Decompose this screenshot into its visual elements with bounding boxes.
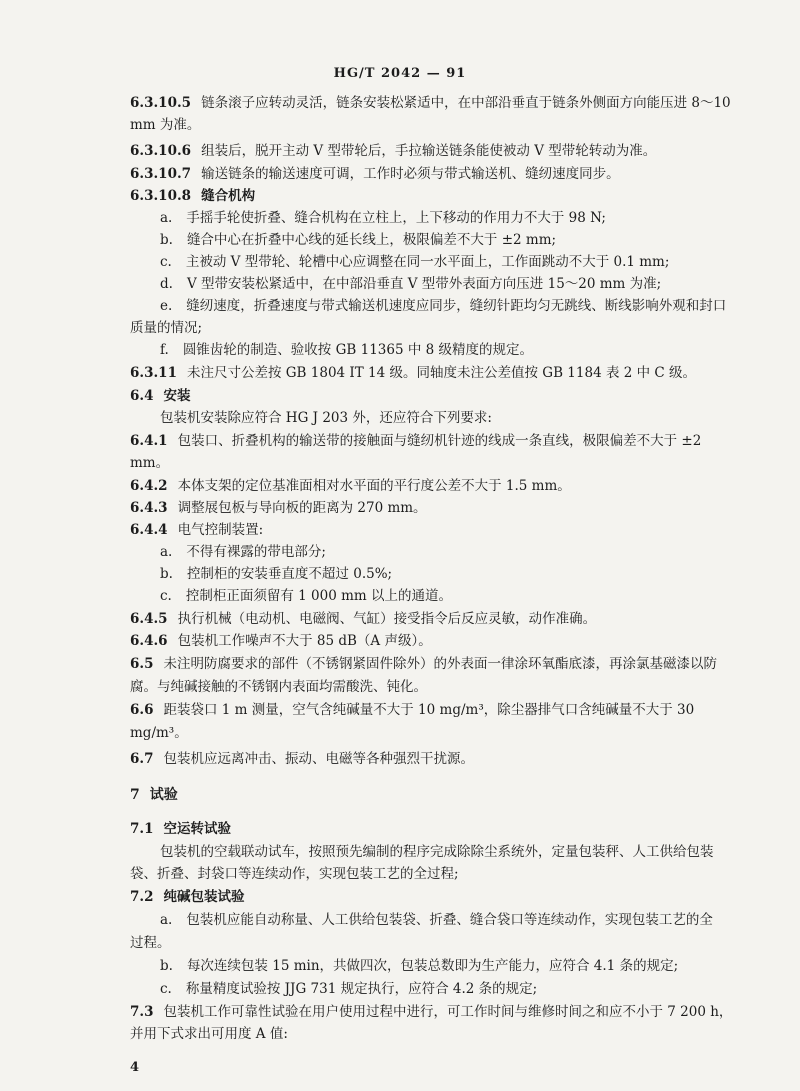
section-title: 试验 — [149, 787, 178, 803]
clause-text: 腐。与纯碱接触的不锈钢内表面均需酸洗、钝化。 — [130, 679, 427, 695]
clause-text: 执行机械（电动机、电磁阀、气缸）接受指令后反应灵敏，动作准确。 — [177, 611, 597, 627]
clause-text: 包装口、折叠机构的输送带的接触面与缝纫机针迹的线成一条直线，极限偏差不大于 ±2 — [177, 433, 702, 449]
clause-text: 未注尺寸公差按 GB 1804 IT 14 级。同轴度未注公差值按 GB 1184 表 2 中 C 级。 — [186, 365, 697, 381]
clause-text: 组装后，脱开主动 V 型带轮后，手拉输送链条能使被动 V 型带轮转动为准。 — [201, 143, 657, 159]
item-marker: c. — [160, 254, 172, 270]
page-header: HG/T 2042 — 91 — [333, 66, 467, 81]
clause-number: 6.6 — [130, 702, 154, 718]
clause-title: 空运转试验 — [163, 821, 231, 837]
list-item-d — [160, 275, 661, 293]
list-item-c — [160, 253, 669, 271]
clause-7-3 — [130, 1003, 732, 1021]
clause-6-5 — [130, 655, 717, 673]
clause-6-7 — [130, 750, 474, 768]
clause-text: 电气控制装置: — [177, 522, 264, 538]
clause-text: 未注明防腐要求的部件（不锈钢紧固件除外）的外表面一律涂环氧酯底漆，再涂氯基磁漆以防 — [163, 656, 717, 672]
clause-title: 安装 — [163, 388, 191, 404]
clause-number: 6.3.11 — [130, 365, 177, 381]
clause-text: mm 为准。 — [130, 117, 201, 133]
clause-number: 6.7 — [130, 751, 154, 767]
clause-text: 包装机工作噪声不大于 85 dB（A 声级）。 — [177, 633, 432, 649]
clause-number: 6.4.4 — [130, 522, 168, 538]
item-text: 圆锥齿轮的制造、验收按 GB 11365 中 8 级精度的规定。 — [182, 342, 534, 358]
item-marker: c. — [160, 588, 172, 604]
clause-number: 6.5 — [130, 656, 154, 672]
clause-number: 6.3.10.6 — [130, 143, 192, 159]
clause-number: 6.4 — [130, 388, 154, 404]
clause-continuation — [130, 1025, 288, 1043]
item-marker: a. — [160, 544, 173, 560]
item-text: 质量的情况; — [130, 320, 203, 336]
clause-6-3-10-5 — [130, 94, 731, 112]
clause-7-1 — [130, 820, 231, 838]
clause-number: 7.3 — [130, 1004, 154, 1020]
list-item-b — [160, 957, 678, 975]
clause-continuation — [130, 454, 169, 472]
item-marker: f. — [160, 342, 169, 358]
clause-6-4-3 — [130, 499, 427, 517]
item-marker: c. — [160, 981, 172, 997]
clause-6-3-10-8 — [130, 187, 255, 205]
clause-6-4-6 — [130, 632, 432, 650]
list-item-e — [160, 297, 726, 315]
item-marker: e. — [160, 298, 173, 314]
clause-7-2 — [130, 888, 245, 906]
item-text: 手摇手轮使折叠、缝合机构在立柱上，上下移动的作用力不大于 98 N; — [186, 210, 606, 226]
clause-number: 6.3.10.7 — [130, 166, 192, 182]
clause-number: 6.3.10.5 — [130, 95, 192, 111]
clause-text: mg/m³。 — [130, 725, 188, 741]
list-item-a — [160, 209, 606, 227]
item-text: 过程。 — [130, 935, 171, 951]
clause-number: 7.1 — [130, 821, 154, 837]
clause-number: 6.4.3 — [130, 500, 168, 516]
item-text: 称量精度试验按 JJG 731 规定执行，应符合 4.2 条的规定; — [185, 981, 538, 997]
clause-number: 6.3.10.8 — [130, 188, 192, 204]
clause-title: 纯碱包装试验 — [163, 889, 245, 905]
paragraph-text: 包装机的空载联动试车，按照预先编制的程序完成除除尘系统外，定量包装秤、人工供给包装 — [160, 844, 714, 860]
list-item-a — [160, 911, 713, 929]
clause-number: 6.4.1 — [130, 433, 168, 449]
clause-6-3-10-6 — [130, 142, 656, 160]
clause-6-4-1 — [130, 432, 701, 450]
clause-continuation — [130, 678, 427, 696]
clause-6-3-10-7 — [130, 165, 620, 183]
clause-number: 6.4.6 — [130, 633, 168, 649]
clause-number: 7.2 — [130, 889, 154, 905]
item-marker: b. — [160, 958, 173, 974]
item-marker: b. — [160, 232, 173, 248]
clause-text: 包装机应远离冲击、振动、电磁等各种强烈干扰源。 — [163, 751, 474, 767]
list-item-continuation — [130, 934, 171, 952]
clause-6-6 — [130, 701, 694, 719]
item-text: 不得有裸露的带电部分; — [186, 544, 326, 560]
item-text: V 型带安装松紧适中，在中部沿垂直 V 型带外表面方向压进 15～20 mm 为准; — [186, 276, 662, 292]
section-number: 7 — [130, 787, 140, 803]
item-text: 每次连续包装 15 min，共做四次，包装总数即为生产能力，应符合 4.1 条的规定; — [186, 958, 679, 974]
clause-6-4 — [130, 387, 191, 405]
clause-text: 输送链条的输送速度可调，工作时必须与带式输送机、缝纫速度同步。 — [201, 166, 620, 182]
clause-text: 调整展包板与导向板的距离为 270 mm。 — [177, 500, 427, 516]
item-text: 控制柜正面须留有 1 000 mm 以上的通道。 — [185, 588, 452, 604]
paragraph-continuation — [130, 865, 459, 883]
item-text: 缝合中心在折叠中心线的延长线上，极限偏差不大于 ±2 mm; — [186, 232, 557, 248]
clause-text: 包装机工作可靠性试验在用户使用过程中进行，可工作时间与维修时间之和应不小于 7 200 h， — [163, 1004, 733, 1020]
item-text: 主被动 V 型带轮、轮槽中心应调整在同一水平面上，工作面跳动不大于 0.1 mm; — [185, 254, 670, 270]
paragraph-text: 袋、折叠、封袋口等连续动作，实现包装工艺的全过程; — [130, 866, 459, 882]
list-item-continuation — [130, 319, 202, 337]
list-item-c — [160, 587, 452, 605]
list-item-b — [160, 231, 556, 249]
clause-text: 距装袋口 1 m 测量，空气含纯碱量不大于 10 mg/m³，除尘器排气口含纯碱量不大于 30 — [163, 702, 695, 718]
clause-6-4-4 — [130, 521, 263, 539]
clause-title: 缝合机构 — [201, 188, 256, 204]
paragraph — [160, 409, 492, 427]
clause-text: 本体支架的定位基准面相对水平面的平行度公差不大于 1.5 mm。 — [177, 478, 571, 494]
clause-continuation — [130, 724, 188, 742]
item-text: 缝纫速度，折叠速度与带式输送机速度应同步，缝纫针距均匀无跳线、断线影响外观和封口 — [186, 298, 727, 314]
item-text: 包装机应能自动称量、人工供给包装袋、折叠、缝合袋口等连续动作，实现包装工艺的全 — [186, 912, 713, 928]
clause-text: mm。 — [130, 455, 170, 471]
clause-text: 链条滚子应转动灵活，链条安装松紧适中，在中部沿垂直于链条外侧面方向能压进 8～10 — [201, 95, 731, 111]
clause-number: 6.4.2 — [130, 478, 168, 494]
clause-text: 并用下式求出可用度 A 值: — [130, 1026, 288, 1042]
list-item-c — [160, 980, 537, 998]
item-text: 控制柜的安装垂直度不超过 0.5%; — [186, 566, 393, 582]
item-marker: b. — [160, 566, 173, 582]
clause-6-4-5 — [130, 610, 596, 628]
clause-continuation — [130, 116, 200, 134]
paragraph — [160, 843, 714, 861]
list-item-f — [160, 341, 533, 359]
list-item-a — [160, 543, 326, 561]
clause-6-3-11 — [130, 364, 696, 382]
item-marker: a. — [160, 912, 173, 928]
page-number: 4 — [130, 1060, 140, 1075]
section-7-heading — [130, 786, 178, 804]
paragraph-text: 包装机安装除应符合 HG J 203 外，还应符合下列要求: — [160, 410, 492, 426]
clause-6-4-2 — [130, 477, 571, 495]
list-item-b — [160, 565, 392, 583]
item-marker: a. — [160, 210, 173, 226]
clause-number: 6.4.5 — [130, 611, 168, 627]
item-marker: d. — [160, 276, 173, 292]
